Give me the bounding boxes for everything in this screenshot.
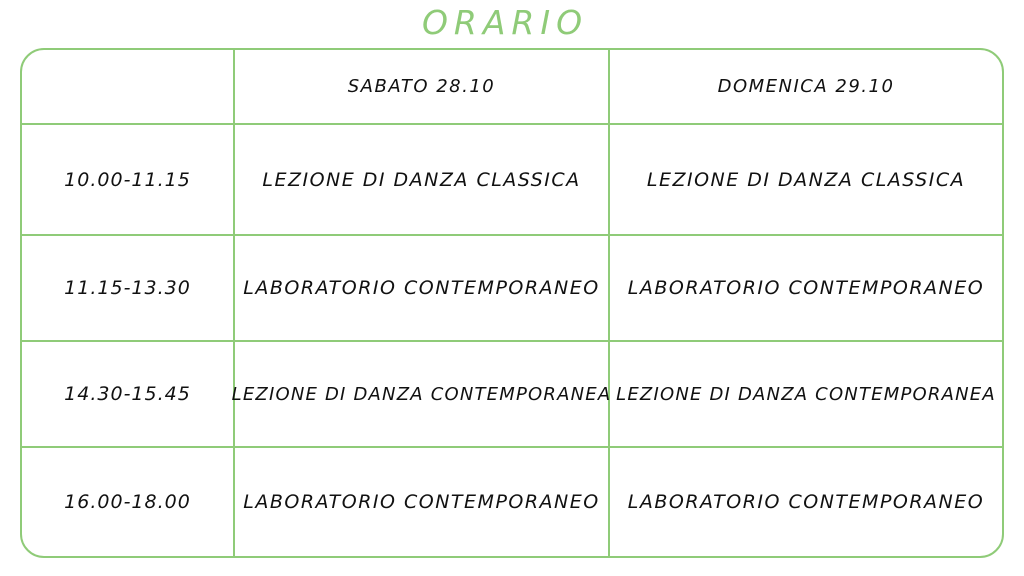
saturday-activity-cell: LEZIONE DI DANZA CLASSICA bbox=[235, 125, 610, 236]
schedule-table bbox=[20, 48, 1004, 558]
page-title: ORARIO bbox=[421, 3, 589, 42]
header-sunday: DOMENICA 29.10 bbox=[610, 50, 1002, 125]
header-corner-cell bbox=[22, 50, 235, 125]
header-saturday: SABATO 28.10 bbox=[235, 50, 610, 125]
saturday-activity-cell: LABORATORIO CONTEMPORANEO bbox=[235, 236, 610, 342]
sunday-activity-cell: LABORATORIO CONTEMPORANEO bbox=[627, 491, 985, 513]
time-slot-cell: 16.00-18.00 bbox=[22, 448, 235, 556]
schedule-grid bbox=[22, 50, 1002, 556]
time-slot-cell: 10.00-11.15 bbox=[22, 125, 235, 236]
sunday-activity-cell: LABORATORIO CONTEMPORANEO bbox=[610, 236, 1002, 342]
time-slot-cell: 11.15-13.30 bbox=[22, 236, 235, 342]
saturday-activity-cell: LABORATORIO CONTEMPORANEO bbox=[235, 448, 610, 556]
time-slot-cell: 14.30-15.45 bbox=[22, 342, 235, 448]
sunday-activity-cell: LEZIONE DI DANZA CLASSICA bbox=[610, 125, 1002, 236]
sunday-activity-cell: LEZIONE DI DANZA CONTEMPORANEA bbox=[610, 342, 1002, 448]
saturday-activity-cell: LEZIONE DI DANZA CONTEMPORANEA bbox=[235, 342, 610, 448]
